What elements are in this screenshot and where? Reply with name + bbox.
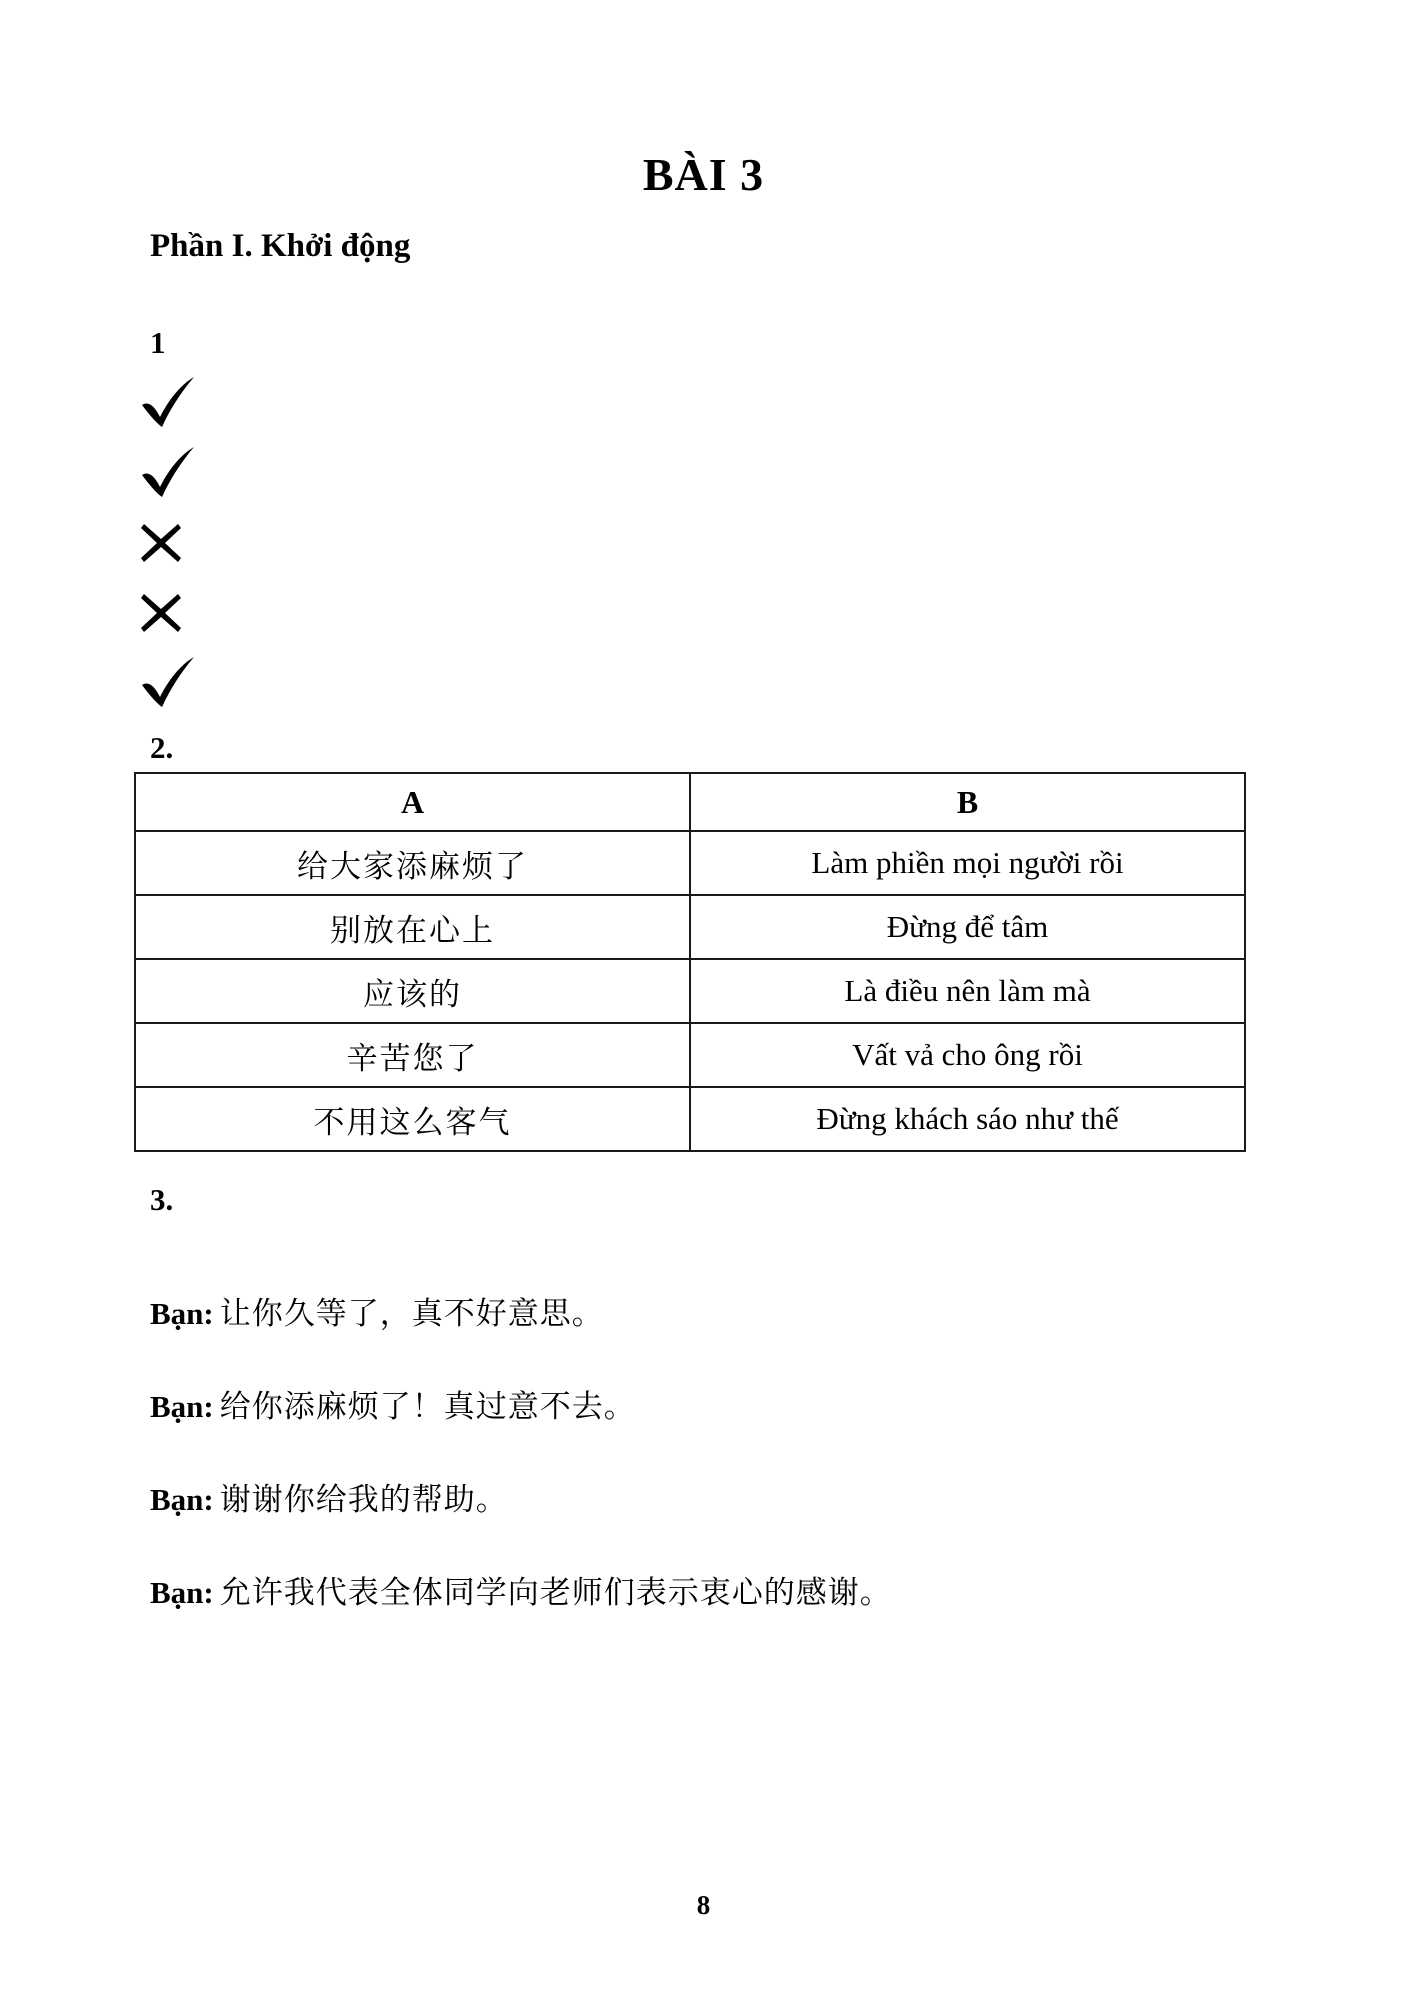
dialogue-utterance: 让你久等了，真不好意思。: [219, 1296, 604, 1332]
table-row: [135, 1023, 1245, 1087]
table-row: [135, 1087, 1245, 1151]
exercise-1-number: 1: [150, 325, 166, 360]
dialogue-line: [150, 1288, 1300, 1333]
answer-mark-row: [138, 438, 298, 508]
cross-mark-icon: [138, 590, 184, 636]
dialogue-line: [150, 1381, 1300, 1426]
section-heading: Phần I. Khởi động: [150, 228, 411, 264]
page-title: BÀI 3: [642, 149, 765, 200]
check-mark-icon: [138, 375, 200, 431]
dialogue-speaker-label: Bạn:: [150, 1575, 214, 1610]
cross-mark-icon: [138, 520, 184, 566]
table-row: [135, 831, 1245, 895]
page-number: 8: [696, 1890, 711, 1920]
dialogue-speaker-label: Bạn:: [150, 1389, 214, 1424]
check-mark-icon: [138, 445, 200, 501]
table-cell-chinese: 不用这么客气: [135, 1087, 690, 1151]
table-cell-chinese: 给大家添麻烦了: [135, 831, 690, 895]
dialogue-line: [150, 1474, 1300, 1519]
column-header-b: B: [690, 773, 1245, 831]
table-cell-vietnamese: Làm phiền mọi người rồi: [690, 831, 1245, 895]
dialogue-speaker-label: Bạn:: [150, 1296, 214, 1331]
exercise-1-answer-marks: [138, 368, 298, 718]
table-cell-chinese: 辛苦您了: [135, 1023, 690, 1087]
dialogue-utterance: 允许我代表全体同学向老师们表示衷心的感谢。: [219, 1575, 892, 1611]
answer-mark-row: [138, 648, 298, 718]
check-mark-icon: [138, 655, 200, 711]
answer-mark-row: [138, 578, 298, 648]
answer-mark-row: [138, 368, 298, 438]
dialogue-line: [150, 1567, 1300, 1612]
table-cell-vietnamese: Vất vả cho ông rồi: [690, 1023, 1245, 1087]
column-header-a: A: [135, 773, 690, 831]
answer-mark-row: [138, 508, 298, 578]
matching-table: [134, 772, 1246, 1152]
table-cell-chinese: 应该的: [135, 959, 690, 1023]
dialogue-utterance: 谢谢你给我的帮助。: [219, 1482, 508, 1518]
table-cell-vietnamese: Là điều nên làm mà: [690, 959, 1245, 1023]
table-row: [135, 895, 1245, 959]
table-header-row: [135, 773, 1245, 831]
dialogue-speaker-label: Bạn:: [150, 1482, 214, 1517]
exercise-3-number: 3.: [150, 1182, 174, 1217]
table-row: [135, 959, 1245, 1023]
table-cell-vietnamese: Đừng khách sáo như thế: [690, 1087, 1245, 1151]
exercise-2-number: 2.: [150, 730, 174, 765]
exercise-3-dialogue: [150, 1288, 1300, 1660]
table-cell-chinese: 别放在心上: [135, 895, 690, 959]
table-cell-vietnamese: Đừng để tâm: [690, 895, 1245, 959]
dialogue-utterance: 给你添麻烦了！真过意不去。: [219, 1389, 636, 1425]
